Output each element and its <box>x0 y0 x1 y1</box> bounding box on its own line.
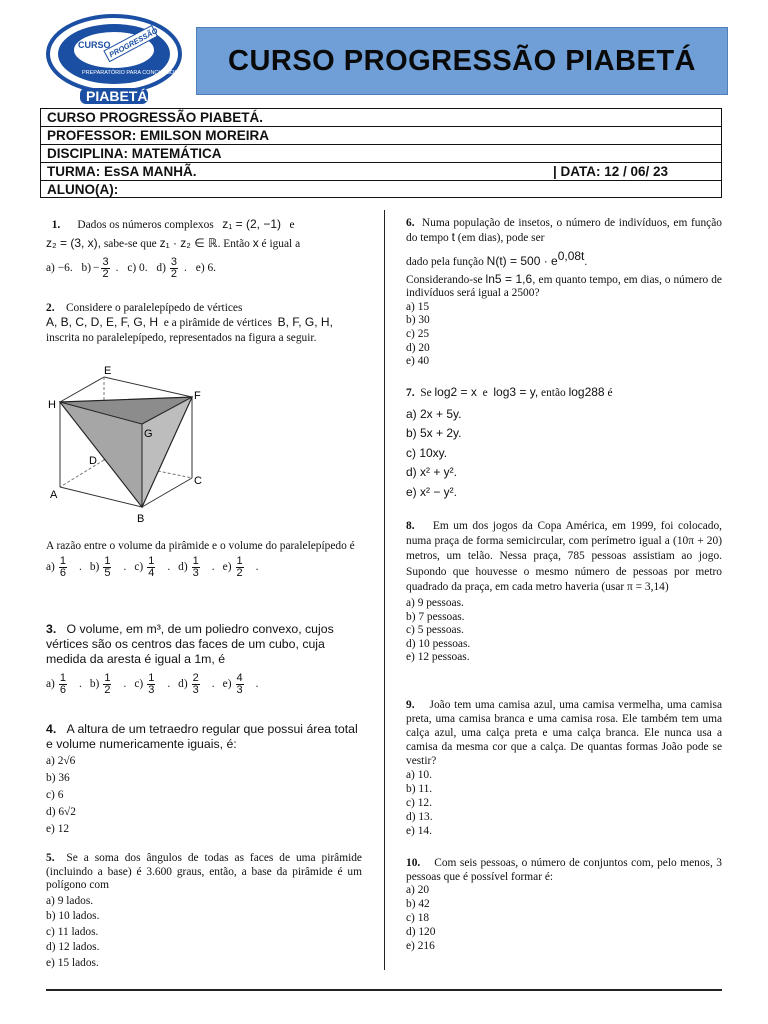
q6-option-d: d) 20 <box>406 341 430 354</box>
q6-line1: Numa população de insetos, o número de indivíduos, em função do tempo <box>406 217 722 244</box>
q1-option-b-sign: − <box>93 262 100 275</box>
q2-option-fraction: $\frac{1}{6}$ <box>59 554 66 579</box>
q9-option-e: e) 14. <box>406 825 432 837</box>
q7-log3: log3 = y, <box>493 385 539 399</box>
q2-line2: e a pirâmide de vértices <box>163 316 272 329</box>
q2-option-a: a) $\frac{1}{6}$ . <box>46 554 82 579</box>
q10-option-a: a) 20 <box>406 884 430 896</box>
disciplina-text: DISCIPLINA: MATEMÁTICA <box>47 146 222 161</box>
q3-option-e: e) $\frac{4}{3}$ . <box>222 672 259 696</box>
q3-option-fraction: $\frac{4}{3}$ <box>236 672 243 696</box>
q10-option-c: c) 18 <box>406 912 430 924</box>
data-text: | DATA: 12 / 06/ 23 <box>553 164 669 179</box>
q6-option-b: b) 30 <box>406 314 430 327</box>
q4-options <box>46 753 362 838</box>
q1-option-c: c) 0. <box>127 262 148 275</box>
q8-option-a: a) 9 pessoas. <box>406 597 464 610</box>
info-aluno <box>41 181 721 199</box>
q6-number: 6. <box>406 217 415 229</box>
question-5 <box>46 852 362 972</box>
q7-eh: é <box>607 387 613 399</box>
logo-arc-text: PREPARATÓRIO PARA CONCURSOS <box>82 70 178 76</box>
q7-option-c: c) 10xy. <box>406 445 448 460</box>
q8-option-b: b) 7 pessoas. <box>406 610 465 623</box>
q1-text-d: é igual a <box>261 237 301 250</box>
q10-text: Com seis pessoas, o número de conjuntos com, pelo menos, 3 pessoas que é possível formar é: <box>406 857 722 883</box>
q2-option-label: c) <box>134 560 144 573</box>
q1-option-e: e) 6. <box>195 262 217 275</box>
q9-option-a: a) 10. <box>406 769 432 781</box>
label-a: A <box>50 489 58 501</box>
q2-option-fraction: $\frac{1}{3}$ <box>192 554 199 579</box>
q1-text-a: Dados os números complexos <box>77 219 214 231</box>
parallelepiped-figure <box>44 362 214 526</box>
info-professor <box>41 127 721 145</box>
q1-product: z₁ · z₂ ∈ ℝ <box>159 235 218 250</box>
question-4 <box>46 722 362 838</box>
q5-option-a: a) 9 lados. <box>46 894 94 907</box>
q2-option-fraction: $\frac{1}{2}$ <box>236 554 243 579</box>
curso-text: CURSO PROGRESSÃO PIABETÁ. <box>47 110 264 125</box>
q5-option-d: d) 12 lados. <box>46 941 100 954</box>
q2-option-e: e) $\frac{1}{2}$ . <box>222 554 259 579</box>
q1-option-b-dot: . <box>115 262 119 275</box>
q1-x: x <box>252 235 259 250</box>
q9-option-c: c) 12. <box>406 797 432 809</box>
q3-option-label: c) <box>134 678 144 691</box>
q7-option-e: e) x² − y². <box>406 484 458 499</box>
q3-text: O volume, em m³, de um poliedro convexo, cujos vértices são os centros das faces de um cubo, cuja medida da aresta é igual a 1m, é <box>46 622 334 666</box>
q3-option-a: a) $\frac{1}{6}$ . <box>46 672 82 696</box>
q1-text-b: sabe-se que <box>103 237 157 250</box>
q3-option-label: e) <box>222 678 232 691</box>
q5-option-e: e) 15 lados. <box>46 956 99 969</box>
q7-option-d: d) x² + y². <box>406 465 458 480</box>
school-logo <box>44 10 184 106</box>
q10-options <box>406 884 722 954</box>
q1-e: e <box>289 219 295 231</box>
label-f: F <box>194 390 201 402</box>
q1-option-a: a) −6. <box>46 262 73 275</box>
question-8 <box>406 519 722 665</box>
q7-log2: log2 = x <box>434 385 477 399</box>
question-3 <box>46 622 362 696</box>
q2-option-fraction: $\frac{1}{5}$ <box>104 554 111 579</box>
q10-option-b: b) 42 <box>406 898 430 910</box>
label-b: B <box>137 513 145 525</box>
q5-text: Se a soma dos ângulos de todas as faces de uma pirâmide (incluindo a base) é 3.600 graus, então, a base da pirâmide é um polígono com <box>46 852 362 892</box>
q4-option-c: c) 6 <box>46 789 64 801</box>
q3-option-label: d) <box>178 678 188 691</box>
q6-function: N(t) = 500 · e <box>486 253 558 268</box>
q3-option-fraction: $\frac{2}{3}$ <box>192 672 199 696</box>
q10-option-e: e) 216 <box>406 940 435 952</box>
q7-log288: log288 <box>568 385 605 399</box>
q6-line1b: (em dias), pode ser <box>457 231 545 244</box>
q2-vertices: A, B, C, D, E, F, G, H <box>46 314 159 329</box>
q6-exponent: 0,08t <box>557 249 585 264</box>
q3-option-label: b) <box>89 678 100 691</box>
q2-question: A razão entre o volume da pirâmide e o volume do paralelepípedo é <box>46 540 355 552</box>
q6-line2: dado pela função <box>406 255 484 268</box>
aluno-text: ALUNO(A): <box>47 182 119 197</box>
label-d: D <box>89 455 97 467</box>
question-6: 6. Numa população de insetos, o número de indivíduos, em função do tempo t (em dias), pode ser dado pela função $N(t) = 500 \cdot e^{0,08t}$. Considerando-se ln5 = 1,6, em quanto tempo, em dias, o número de indivíduos será igual a 2500? a) 15 b) 30 c) 25 d) 20 e) 40 <box>406 217 722 368</box>
q7-option-a: a) 2x + 5y. <box>406 406 462 421</box>
logo-ribbon: PROGRESSÃO <box>107 26 160 60</box>
q10-option-d: d) 120 <box>406 926 436 938</box>
column-divider <box>384 210 385 970</box>
q9-number: 9. <box>406 699 415 711</box>
title-banner <box>196 27 728 95</box>
q7-se: Se <box>420 387 432 399</box>
q3-options <box>46 673 362 696</box>
label-g: G <box>144 428 153 440</box>
label-e: E <box>104 365 112 377</box>
q5-option-b: b) 10 lados. <box>46 910 100 923</box>
q2-number: 2. <box>46 302 55 314</box>
q9-option-b: b) 11. <box>406 783 433 795</box>
q4-option-e: e) 12 <box>46 823 70 835</box>
q3-number: 3. <box>46 622 57 636</box>
q8-option-c: c) 5 pessoas. <box>406 624 464 637</box>
info-curso <box>41 109 721 127</box>
q4-text: A altura de um tetraedro regular que possui área total e volume numericamente iguais, é: <box>46 722 358 751</box>
turma-text: TURMA: EsSA MANHÃ. <box>47 164 197 179</box>
info-disciplina <box>41 145 721 163</box>
q4-option-d: d) 6√2 <box>46 806 76 818</box>
banner-title: CURSO PROGRESSÃO PIABETÁ <box>228 44 696 77</box>
q6-t: t <box>451 229 455 244</box>
question-1 <box>46 218 362 280</box>
q1-text-c: . Então <box>217 237 250 250</box>
logo-top-word: CURSO <box>78 40 111 50</box>
q6-ln: ln5 = 1,6, <box>485 271 536 286</box>
q7-option-b: b) 5x + 2y. <box>406 426 462 441</box>
q1-option-b-fraction: $\frac{3}{2}$ <box>102 256 109 281</box>
footer-rule <box>46 989 722 991</box>
q1-option-b-label: b) <box>81 262 92 275</box>
q9-option-d: d) 13. <box>406 811 433 823</box>
q9-text: João tem uma camisa azul, uma camisa vermelha, uma camisa preta, uma camisa branca e uma camisa rosa. Ele também tem uma calça azul, uma calça preta e uma calça branca. Ele nunca usa a camisa da mesma cor que a calça. De quantas formas João pode se vestir? <box>406 699 722 767</box>
q6-options <box>406 301 722 369</box>
q3-option-d: d) $\frac{2}{3}$ . <box>178 672 215 696</box>
q1-number: 1. <box>51 219 61 231</box>
professor-text: PROFESSOR: EMILSON MOREIRA <box>47 128 270 143</box>
info-table <box>40 108 722 198</box>
q6-option-a: a) 15 <box>406 300 430 313</box>
q7-e: e <box>482 387 488 399</box>
label-c: C <box>194 475 202 487</box>
q1-z2: z₂ = (3, x), <box>46 235 102 250</box>
q10-number: 10. <box>406 857 421 869</box>
q1-z1: z₁ = (2, −1) <box>222 217 281 231</box>
q4-option-b: b) 36 <box>46 772 70 784</box>
logo-bottom-word: PIABETÁ <box>86 88 148 104</box>
q2-option-b: b) $\frac{1}{5}$ . <box>89 554 127 579</box>
q8-option-d: d) 10 pessoas. <box>406 637 471 650</box>
q2-option-d: d) $\frac{1}{3}$ . <box>178 554 215 579</box>
q4-option-a: a) 2√6 <box>46 755 76 767</box>
q2-line1: Considere o paralelepípedo de vértices <box>65 302 243 314</box>
label-h: H <box>48 399 56 411</box>
q8-text: Em um dos jogos da Copa América, em 1999, foi colocado, numa praça de forma semicircular, com perímetro igual a (10π + 20) metros, um telão. Nessa praça, 785 pessoas assistiam ao jogo. Supondo que houvesse o mesmo número de pessoas por metro quadrado da praça, em cada metro haveria (usar π = 3,14) <box>406 520 722 593</box>
q5-number: 5. <box>46 852 55 864</box>
q1-option-d-label: d) <box>156 262 166 275</box>
q1-option-d-dot: . <box>184 262 187 275</box>
q3-option-b: b) $\frac{1}{2}$ . <box>89 672 127 696</box>
q7-entao: então <box>541 387 566 399</box>
q9-options <box>406 769 722 839</box>
question-9 <box>406 698 722 839</box>
q2-vertices-pyramid: B, F, G, H, <box>277 314 333 329</box>
q2-option-label: e) <box>222 560 232 573</box>
question-10 <box>406 856 722 954</box>
q5-options <box>46 895 362 973</box>
q3-option-fraction: $\frac{1}{3}$ <box>148 672 155 696</box>
q8-number: 8. <box>406 520 415 532</box>
q2-options <box>46 556 362 579</box>
q2-option-c: c) $\frac{1}{4}$ . <box>134 554 171 579</box>
question-7 <box>406 386 722 502</box>
q2-option-label: a) <box>46 560 55 573</box>
q3-option-fraction: $\frac{1}{2}$ <box>104 672 111 696</box>
q6-option-c: c) 25 <box>406 327 430 340</box>
q3-option-c: c) $\frac{1}{3}$ . <box>134 672 171 696</box>
q6-line3b: em quanto tempo, em dias, o número de indivíduos será igual a 2500? <box>406 273 722 300</box>
q7-number: 7. <box>406 387 415 399</box>
question-2-options <box>46 540 362 579</box>
q8-options <box>406 597 722 665</box>
q1-option-d-fraction: $\frac{3}{2}$ <box>170 256 178 281</box>
q2-line3: inscrita no paralelepípedo, representados na figura a seguir. <box>46 332 317 345</box>
q8-option-e: e) 12 pessoas. <box>406 651 470 664</box>
info-turma-data <box>41 163 721 181</box>
q2-option-label: b) <box>89 560 100 573</box>
q3-option-fraction: $\frac{1}{6}$ <box>59 672 66 696</box>
q6-option-e: e) 40 <box>406 355 430 368</box>
q2-option-label: d) <box>178 560 188 573</box>
q3-option-label: a) <box>46 678 55 691</box>
q7-options <box>406 405 722 503</box>
q5-option-c: c) 11 lados. <box>46 925 99 938</box>
question-2 <box>46 302 362 346</box>
q6-line3: Considerando-se <box>406 273 483 286</box>
q2-option-fraction: $\frac{1}{4}$ <box>148 554 155 579</box>
q4-number: 4. <box>46 722 57 736</box>
